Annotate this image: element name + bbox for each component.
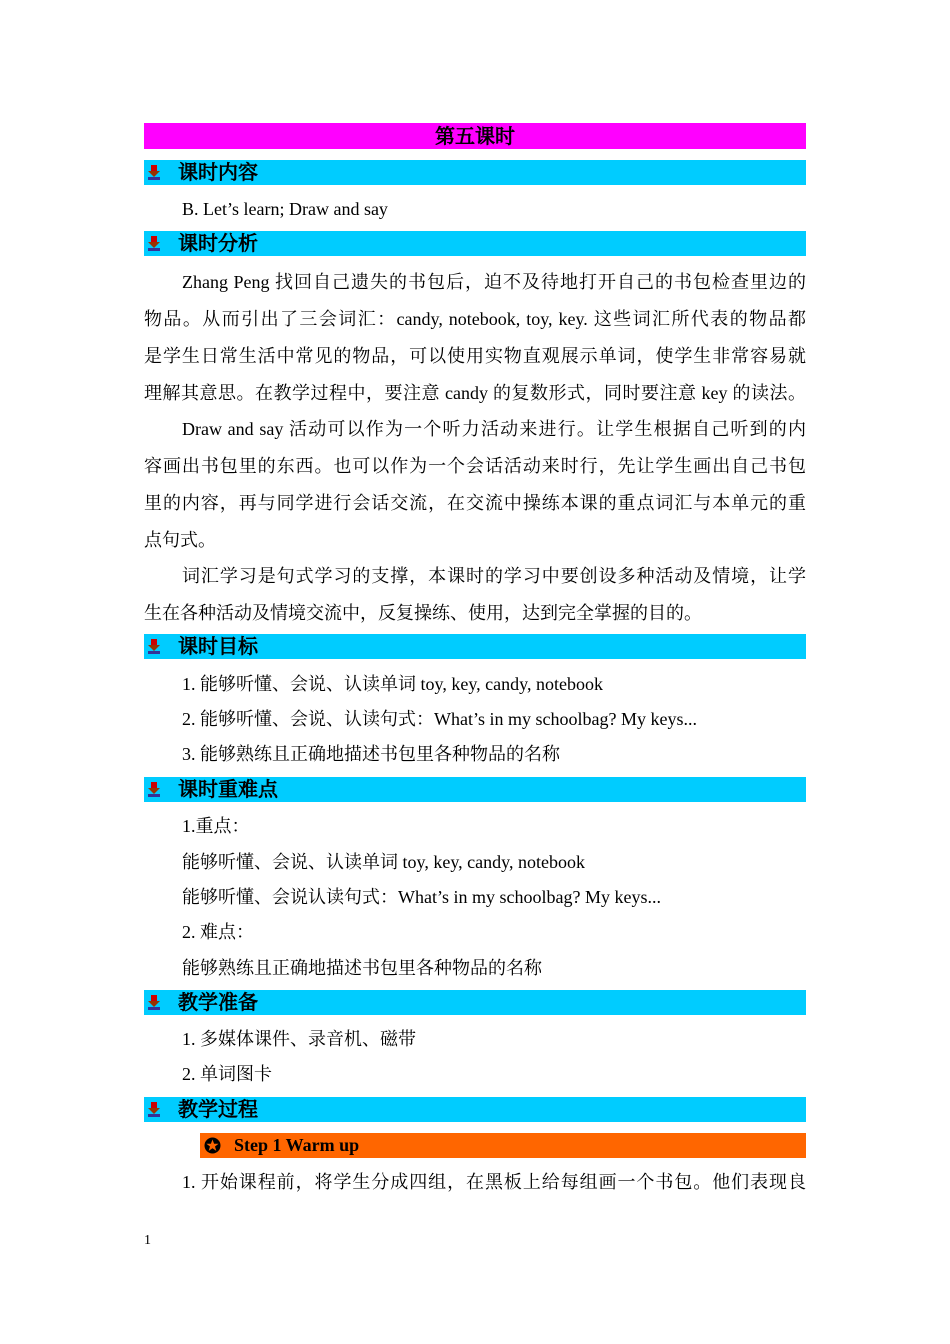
keypoint-item: 能够听懂、会说、认读单词 toy, key, candy, notebook xyxy=(182,852,585,872)
goal-item: 3. 能够熟练且正确地描述书包里各种物品的名称 xyxy=(182,744,560,764)
analysis-line: Draw and say 活动可以作为一个听力活动来进行。让学生根据自己听到的内 xyxy=(182,419,806,439)
download-arrow-icon xyxy=(147,236,161,251)
analysis-line: 生在各种活动及情境交流中，反复操练、使用，达到完全掌握的目的。 xyxy=(144,603,702,623)
step-label: Step 1 Warm up xyxy=(234,1135,360,1155)
section-label: 课时分析 xyxy=(178,231,258,255)
content-text: B. Let’s learn; Draw and say xyxy=(182,199,388,219)
keypoint-item: 2. 难点： xyxy=(182,922,254,942)
analysis-line: 里的内容，再与同学进行会话交流，在交流中操练本课的重点词汇与本单元的重 xyxy=(144,493,806,513)
download-arrow-icon xyxy=(147,1102,161,1117)
prep-item: 2. 单词图卡 xyxy=(182,1064,272,1084)
step-header xyxy=(200,1133,806,1158)
keypoint-item: 能够熟练且正确地描述书包里各种物品的名称 xyxy=(182,958,542,978)
section-header-keypoints xyxy=(144,777,806,802)
star-circle-icon xyxy=(204,1137,221,1154)
prep-item: 1. 多媒体课件、录音机、磁带 xyxy=(182,1029,416,1049)
analysis-line: 是学生日常生活中常见的物品，可以使用实物直观展示单词，使学生非常容易就 xyxy=(144,346,806,366)
analysis-line: Zhang Peng 找回自己遗失的书包后，迫不及待地打开自己的书包检查里边的 xyxy=(182,272,806,292)
lesson-title: 第五课时 xyxy=(144,123,806,149)
analysis-line: 物品。从而引出了三会词汇：candy, notebook, toy, key. 这些词汇所代表的物品都 xyxy=(144,309,806,329)
page-number: 1 xyxy=(144,1233,151,1248)
section-header-prep xyxy=(144,990,806,1015)
analysis-line: 容画出书包里的东西。也可以作为一个会话活动来时行，先让学生画出自己书包 xyxy=(144,456,806,476)
goal-item: 1. 能够听懂、会说、认读单词 toy, key, candy, notebook xyxy=(182,674,603,694)
section-label: 教学过程 xyxy=(178,1097,258,1121)
section-label: 教学准备 xyxy=(178,990,258,1014)
analysis-line: 点句式。 xyxy=(144,530,216,550)
download-arrow-icon xyxy=(147,165,161,180)
analysis-line: 词汇学习是句式学习的支撑，本课时的学习中要创设多种活动及情境，让学 xyxy=(182,566,806,586)
download-arrow-icon xyxy=(147,995,161,1010)
section-header-goals xyxy=(144,634,806,659)
download-arrow-icon xyxy=(147,782,161,797)
section-label: 课时内容 xyxy=(178,160,258,184)
section-label: 课时重难点 xyxy=(178,777,278,801)
keypoint-item: 能够听懂、会说认读句式：What’s in my schoolbag? My keys... xyxy=(182,887,661,907)
process-line: 1. 开始课程前，将学生分成四组，在黑板上给每组画一个书包。他们表现良 xyxy=(182,1172,806,1192)
section-header-content xyxy=(144,160,806,185)
analysis-line: 理解其意思。在教学过程中，要注意 candy 的复数形式，同时要注意 key 的读法。 xyxy=(144,383,806,403)
section-header-analysis xyxy=(144,231,806,256)
keypoint-item: 1.重点： xyxy=(182,816,250,836)
section-label: 课时目标 xyxy=(178,634,258,658)
download-arrow-icon xyxy=(147,639,161,654)
goal-item: 2. 能够听懂、会说、认读句式：What’s in my schoolbag? My keys... xyxy=(182,709,697,729)
section-header-process xyxy=(144,1097,806,1122)
